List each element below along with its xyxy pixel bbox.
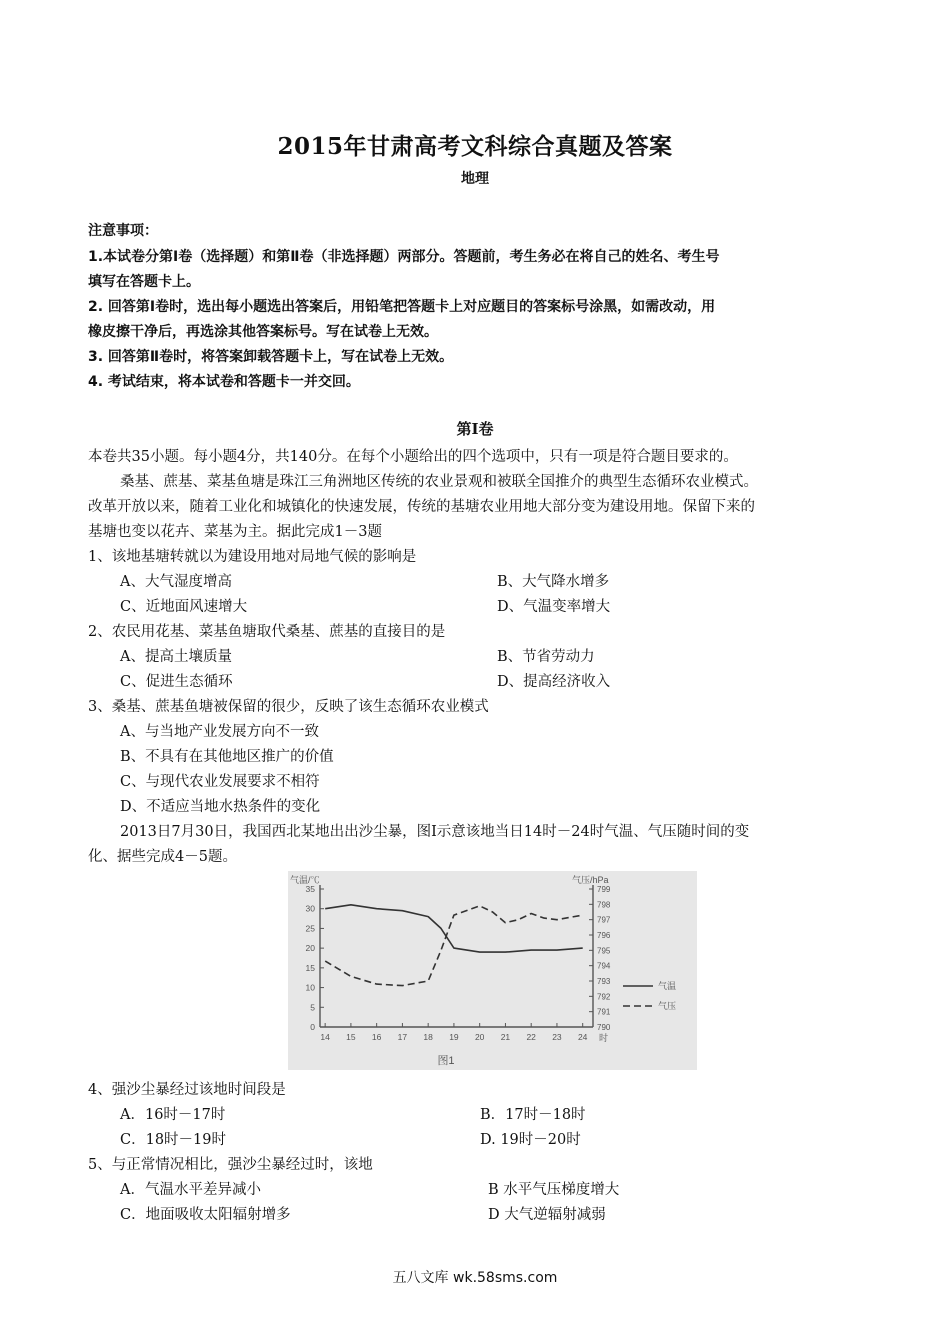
option-b: B、节省劳动力 (497, 649, 595, 665)
option-c: C、与现代农业发展要求不相符 (120, 774, 320, 790)
y-tick-label-left: 20 (305, 943, 315, 954)
option-a: A、提高土壤质量 (120, 649, 232, 665)
y-tick-label-right: 791 (597, 1007, 611, 1017)
question-stem: 5、与正常情况相比，强沙尘暴经过时，该地 (88, 1157, 373, 1173)
y-tick-label-left: 5 (310, 1002, 315, 1013)
figure-caption: 图1 (437, 1055, 455, 1067)
notes-line: 3. 回答第Ⅱ卷时，将答案卸载答题卡上，写在试卷上无效。 (88, 349, 454, 365)
question-stem: 3、桑基、蔗基鱼塘被保留的很少，反映了该生态循环农业模式 (88, 699, 489, 715)
option-d: D、不适应当地水热条件的变化 (120, 799, 321, 815)
section-intro: 本卷共35小题。每小题4分，共140分。在每个小题给出的四个选项中，只有一项是符合题目要求的。 (88, 449, 738, 465)
x-tick-label: 23 (552, 1032, 562, 1042)
y-axis-right-label: 气压/hPa (572, 875, 609, 885)
x-tick-label: 22 (526, 1032, 536, 1042)
section-title: 第Ⅰ卷 (456, 420, 494, 438)
x-axis-label: 时 (599, 1033, 609, 1043)
temperature-line (325, 905, 583, 952)
notes-line: 1.本试卷分第Ⅰ卷（选择题）和第Ⅱ卷（非选择题）两部分。答题前，考生务必在将自己的姓名、考生号 (88, 249, 720, 265)
passage-line: 基塘也变以花卉、菜基为主。据此完成1－3题 (88, 524, 382, 540)
y-tick-label-right: 799 (597, 885, 611, 894)
y-tick-label-right: 796 (597, 931, 611, 940)
option-c: C．地面吸收太阳辐射增多 (120, 1207, 291, 1223)
x-tick-label: 21 (500, 1032, 511, 1042)
notes-line: 4. 考试结束，将本试卷和答题卡一并交回。 (88, 374, 360, 390)
option-d: D、提高经济收入 (497, 674, 611, 690)
passage-line: 桑基、蔗基、菜基鱼塘是珠江三角洲地区传统的农业景观和被联全国推介的典型生态循环农业模式。 (120, 474, 758, 490)
option-b: B、大气降水增多 (497, 574, 610, 590)
y-tick-label-right: 790 (597, 1023, 611, 1032)
x-tick-label: 24 (577, 1032, 588, 1042)
y-tick-label-right: 792 (597, 992, 611, 1002)
question-stem: 1、该地基塘转就以为建设用地对局地气候的影响是 (88, 549, 417, 565)
option-c: C、近地面风速增大 (120, 599, 248, 615)
x-tick-label: 20 (474, 1032, 485, 1042)
y-tick-label-right: 795 (597, 946, 611, 956)
page-subtitle: 地理 (461, 171, 489, 187)
passage-line: 改革开放以来，随着工业化和城镇化的快速发展，传统的基塘农业用地大部分变为建设用地。保留下来的 (88, 499, 755, 515)
y-tick-label-left: 30 (305, 903, 315, 914)
option-a: A、大气湿度增高 (120, 574, 232, 590)
option-d: D 大气逆辐射减弱 (488, 1207, 606, 1223)
notes-line: 填写在答题卡上。 (88, 274, 200, 290)
x-tick-label: 19 (449, 1032, 459, 1042)
y-tick-label-right: 798 (597, 900, 611, 910)
y-tick-label-left: 25 (305, 923, 315, 934)
question-stem: 2、农民用花基、菜基鱼塘取代桑基、蔗基的直接目的是 (88, 624, 446, 640)
y-tick-label-left: 10 (305, 982, 315, 993)
passage-line: 2013日7月30日，我国西北某地出出沙尘暴，图Ⅰ示意该地当日14时－24时气温、气压随时间的变 (120, 824, 750, 840)
legend-label: 气温 (658, 981, 677, 991)
y-tick-label-right: 797 (597, 915, 611, 925)
notes-line: 2. 回答第Ⅰ卷时，选出每小题选出答案后，用铅笔把答题卡上对应题目的答案标号涂黑，如需改动，用 (88, 299, 716, 315)
option-a: A．气温水平差异减小 (120, 1182, 261, 1198)
footer-watermark: 五八文库 wk.58sms.com (392, 1270, 558, 1286)
option-a: A．16时－17时 (120, 1107, 226, 1123)
option-a: A、与当地产业发展方向不一致 (120, 724, 319, 740)
passage-line: 化、据些完成4－5题。 (88, 849, 237, 865)
y-axis-left-label: 气温/℃ (290, 875, 320, 885)
legend-label: 气压 (658, 1001, 677, 1011)
notes-heading: 注意事项： (88, 223, 158, 239)
pressure-line (325, 906, 583, 986)
x-tick-label: 15 (346, 1032, 356, 1042)
option-d: D、气温变率增大 (497, 599, 611, 615)
x-tick-label: 14 (320, 1032, 330, 1042)
chart-svg (288, 871, 697, 1070)
y-tick-label-left: 0 (310, 1022, 315, 1032)
notes-line: 橡皮擦干净后，再选涂其他答案标号。写在试卷上无效。 (88, 324, 438, 340)
y-tick-label-right: 793 (597, 977, 611, 986)
option-b: B、不具有在其他地区推广的价值 (120, 749, 334, 765)
option-b: B 水平气压梯度增大 (488, 1182, 620, 1198)
option-c: C．18时－19时 (120, 1132, 226, 1148)
x-tick-label: 16 (371, 1032, 382, 1042)
question-stem: 4、强沙尘暴经过该地时间段是 (88, 1082, 286, 1098)
option-c: C、促进生态循环 (120, 674, 233, 690)
x-tick-label: 18 (423, 1032, 433, 1042)
x-tick-label: 17 (397, 1032, 408, 1042)
option-b: B．17时－18时 (480, 1107, 586, 1123)
y-tick-label-left: 35 (305, 884, 315, 894)
option-d: D. 19时－20时 (480, 1132, 581, 1148)
page-title: 2015年甘肃高考文科综合真题及答案 (277, 133, 673, 160)
y-tick-label-left: 15 (305, 962, 315, 973)
y-tick-label-right: 794 (597, 961, 611, 971)
figure-1-chart (288, 871, 697, 1070)
